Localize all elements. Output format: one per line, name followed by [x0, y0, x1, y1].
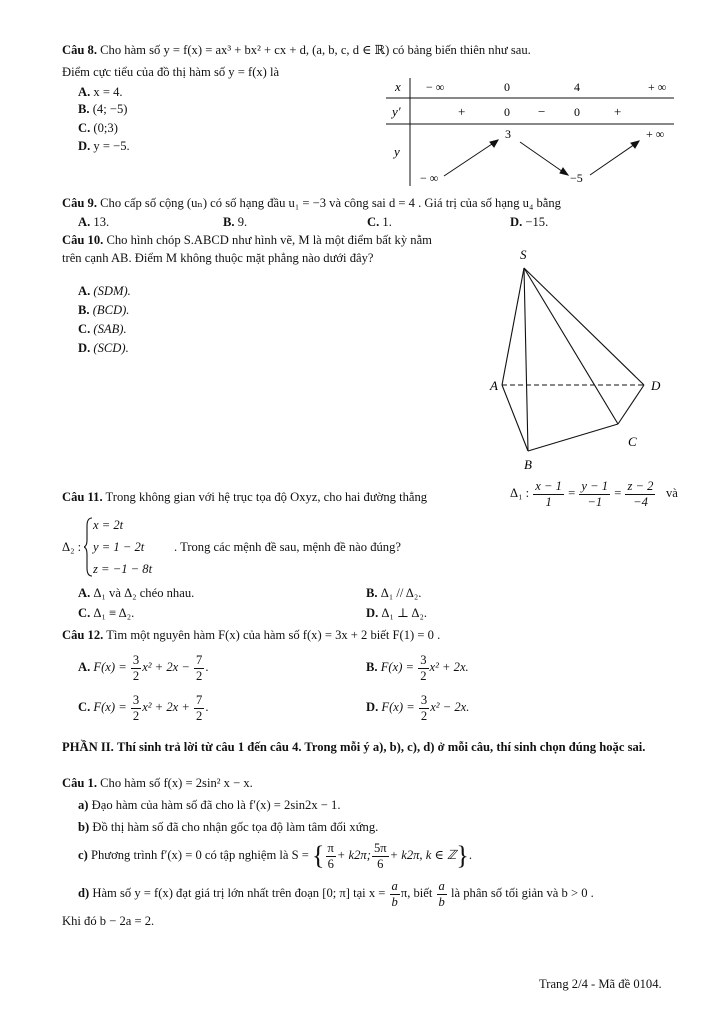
edge-sb — [524, 268, 528, 451]
edge-bc — [528, 424, 618, 451]
part2-head: PHẦN II. — [62, 740, 114, 754]
sys-line-2: y = 1 − 2t — [93, 540, 145, 554]
q12-option-d[interactable]: D. F(x) = $\frac{3}{2}$ x² − 2x. — [366, 693, 470, 723]
part2-heading: PHẦN II. Thí sinh trả lời từ câu 1 đến câu 4. Trong mỗi ý a), b), c), d) ở mỗi câu, thí sinh chọn đúng hoặc sai. — [62, 740, 646, 754]
q11-option-c[interactable]: C. Δ₁ ≡ Δ₂. — [78, 606, 135, 620]
yp-sign-1: + — [458, 104, 466, 119]
edge-cd — [618, 385, 644, 424]
q8-option-b[interactable]: B. (4; −5) — [78, 102, 128, 116]
q10-stem: Câu 10. Cho hình chóp S.ABCD như hình vẽ, M là một điểm bất kỳ nằm — [62, 233, 432, 247]
q8-stem-2: Điểm cực tiểu của đồ thị hàm số y = f(x) là — [62, 65, 280, 79]
x-value-pos-inf: + ∞ — [648, 80, 667, 94]
variation-table — [386, 76, 676, 188]
vertex-a: A — [490, 378, 498, 393]
q11-option-b[interactable]: B. Δ₁ // Δ₂. — [366, 586, 422, 600]
p2q1-item-a[interactable]: a) Đạo hàm của hàm số đã cho là f′(x) = 2sin2x − 1. — [78, 798, 341, 812]
q10-option-a[interactable]: A. (SDM). — [78, 284, 131, 298]
x-value-neg-inf: − ∞ — [426, 80, 445, 94]
edge-sa — [502, 268, 524, 385]
q8-stem: Câu 8. Cho hàm số y = f(x) = ax³ + bx² + cx + d, (a, b, c, d ∈ ℝ) có bảng biến thiên như sau. — [62, 43, 531, 57]
table-y-label: y — [394, 144, 400, 159]
q12-option-b[interactable]: B. F(x) = $\frac{3}{2}$ x² + 2x. — [366, 653, 469, 683]
q11-option-d[interactable]: D. Δ₁ ⊥ Δ₂. — [366, 606, 427, 620]
delta1-frac-x: $\frac{x - 1}{1}$ — [535, 479, 562, 509]
vertex-s: S — [520, 247, 527, 262]
sys-line-3: z = −1 − 8t — [93, 562, 153, 576]
q11-option-a[interactable]: A. Δ₁ và Δ₂ chéo nhau. — [78, 586, 195, 600]
q12-option-a[interactable]: A. F(x) = $\frac{3}{2}$ x² + 2x − $\frac{7}{2}$ . — [78, 653, 209, 683]
vertex-c: C — [628, 434, 637, 449]
x-value-4: 4 — [574, 80, 580, 94]
p2q1-item-d-line2: Khi đó b − 2a = 2. — [62, 914, 155, 928]
q12-head: Câu 12. — [62, 628, 104, 642]
q11-after: . Trong các mệnh đề sau, mệnh đề nào đúng? — [174, 540, 401, 554]
q10-option-c[interactable]: C. (SAB). — [78, 322, 127, 336]
arrow-up-2 — [590, 142, 638, 175]
q9-stem: Câu 9. Cho cấp số cộng (uₙ) có số hạng đầu u₁ = −3 và công sai d = 4 . Giá trị của số hạng u₄ bằng — [62, 196, 561, 210]
delta1-frac-z: $\frac{z - 2}{-4}$ — [627, 479, 654, 509]
y-value-3: 3 — [505, 127, 511, 141]
q8-head: Câu 8. — [62, 43, 97, 57]
vertex-d: D — [651, 378, 661, 393]
q10-option-b[interactable]: B. (BCD). — [78, 303, 130, 317]
q11-stem: Câu 11. Trong không gian với hệ trục tọa độ Oxyz, cho hai đường thẳng — [62, 490, 428, 504]
q8-option-a[interactable]: A. x = 4. — [78, 85, 123, 99]
q9-option-b[interactable]: B. 9. — [223, 215, 248, 229]
y-value-neg-inf: − ∞ — [420, 171, 439, 185]
q8-option-c[interactable]: C. (0;3) — [78, 121, 118, 135]
yp-zero-1: 0 — [504, 105, 510, 119]
table-yprime-label: y′ — [392, 104, 401, 119]
p2q1-head: Câu 1. — [62, 776, 97, 790]
q10-option-d[interactable]: D. (SCD). — [78, 341, 129, 355]
q8-option-d[interactable]: D. y = −5. — [78, 139, 130, 153]
p2q1-item-d[interactable]: d) Hàm số y = f(x) đạt giá trị lớn nhất trên đoạn [0; π] tại x = $\frac{a}{b}$ π, biết $\frac{a}{b}$ là phân số tối giản và b > 0 . — [78, 879, 594, 909]
q9-option-a[interactable]: A. 13. — [78, 215, 110, 229]
vertex-b: B — [524, 457, 532, 472]
arrow-up-1 — [444, 140, 498, 176]
q9-option-d[interactable]: D. −15. — [510, 215, 549, 229]
arrow-down — [520, 142, 566, 174]
delta1-frac-y: $\frac{y - 1}{-1}$ — [581, 479, 609, 509]
q9-option-c[interactable]: C. 1. — [367, 215, 392, 229]
y-value-pos-inf: + ∞ — [646, 127, 665, 141]
q10-head: Câu 10. — [62, 233, 104, 247]
x-value-0: 0 — [504, 80, 510, 94]
yp-zero-2: 0 — [574, 105, 580, 119]
q9-head: Câu 9. — [62, 196, 97, 210]
yp-sign-2: − — [538, 104, 546, 119]
page-footer: Trang 2/4 - Mã đề 0104. — [539, 977, 662, 991]
p2q1-stem: Câu 1. Cho hàm số f(x) = 2sin² x − x. — [62, 776, 253, 790]
p2q1-item-c[interactable]: c) Phương trình f′(x) = 0 có tập nghiệm là S = { $\frac{\pi}{6}$ + k2π; $\frac{5\pi}{6}$ + k2π, k ∈ ℤ}. — [78, 841, 472, 871]
q12-stem: Câu 12. Tìm một nguyên hàm F(x) của hàm số f(x) = 3x + 2 biết F(1) = 0 . — [62, 628, 441, 642]
sys-line-1: x = 2t — [93, 518, 124, 532]
q11-head: Câu 11. — [62, 490, 103, 504]
q12-option-c[interactable]: C. F(x) = $\frac{3}{2}$ x² + 2x + $\frac{7}{2}$ . — [78, 693, 209, 723]
yp-sign-3: + — [614, 104, 622, 119]
delta1-equation: Δ₁ : $\frac{x - 1}{1}$ = $\frac{y - 1}{-1}$ = $\frac{z - 2}{-4}$ và — [510, 479, 678, 509]
table-x-label: x — [395, 79, 401, 94]
p2q1-item-b[interactable]: b) Đồ thị hàm số đã cho nhận gốc tọa độ làm tâm đối xứng. — [78, 820, 379, 834]
y-value-neg5: −5 — [570, 171, 583, 185]
delta2-label: Δ₂ : — [62, 540, 82, 554]
edge-ab — [502, 385, 528, 451]
q10-stem-2: trên cạnh AB. Điểm M không thuộc mặt phẳng nào dưới đây? — [62, 251, 374, 265]
pyramid-figure — [478, 244, 678, 476]
